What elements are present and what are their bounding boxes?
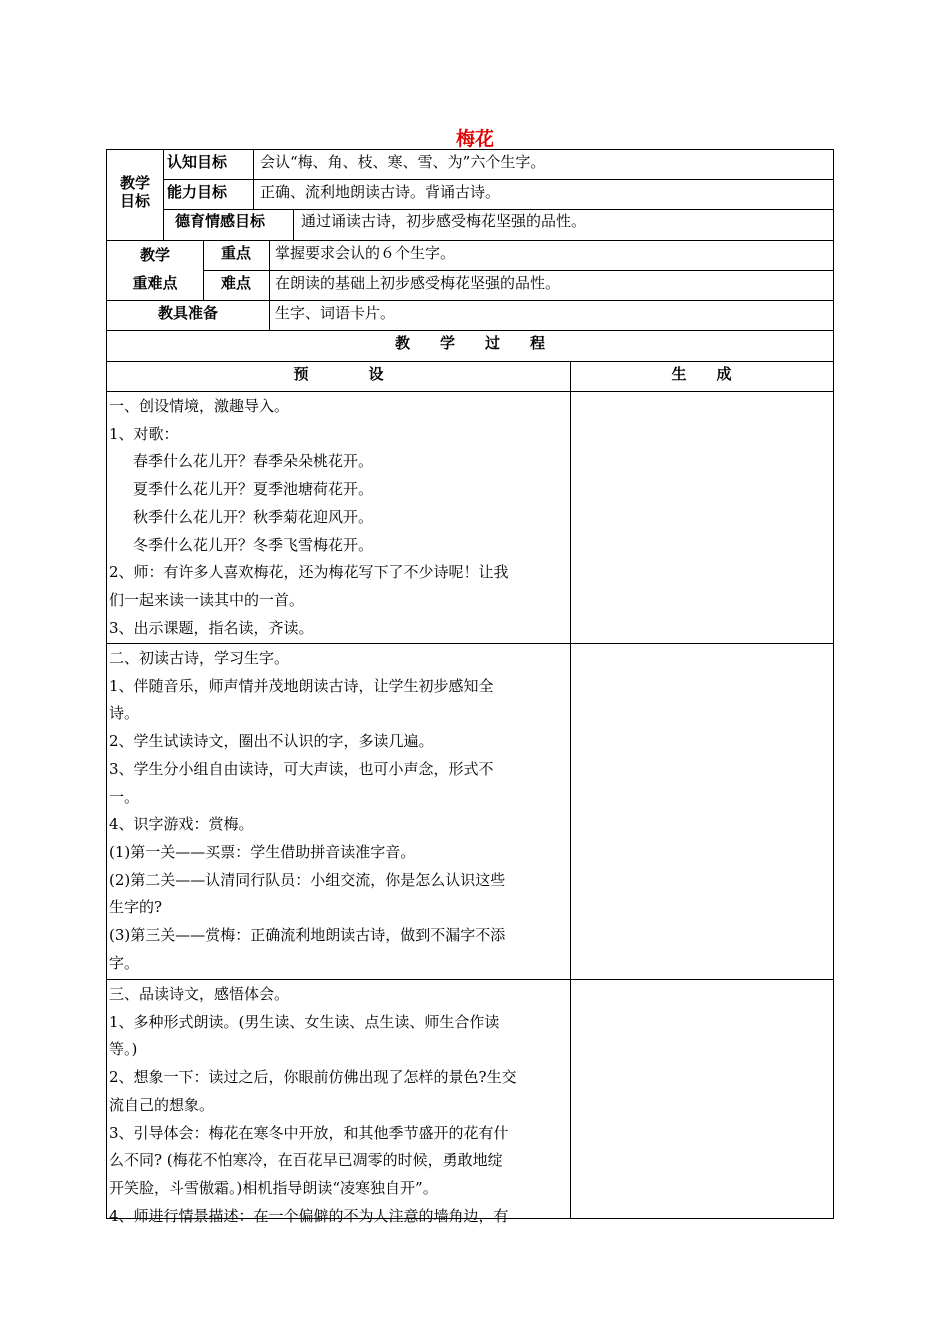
section-1-line-6: 冬季什么花儿开？冬季飞雪梅花开。 (133, 535, 374, 554)
column-header-preset: 预 设 (293, 365, 384, 383)
process-section-3 (106, 979, 834, 1225)
process-heading-row (106, 330, 834, 361)
objective-label-ability: 能力目标 (167, 183, 228, 201)
process-heading: 教 学 过 程 (394, 334, 545, 352)
objective-content-moral: 通过诵读古诗，初步感受梅花坚强的品性。 (301, 212, 587, 230)
section-3-line-6: 3、引导体会：梅花在寒冬中开放，和其他季节盛开的花有什 (109, 1123, 509, 1142)
process-section-1 (106, 391, 834, 643)
objectives-group-label (107, 174, 163, 210)
section-2-line-4: 2、学生试读诗文，圈出不认识的字，多读几遍。 (109, 732, 434, 751)
section-2-line-11: (3)第三关——赏梅：正确流利地朗读古诗，做到不漏字不添 (109, 926, 506, 945)
section-1-line-3: 春季什么花儿开？春季朵朵桃花开。 (133, 452, 374, 471)
section-1-line-7: 2、师：有许多人喜欢梅花，还为梅花写下了不少诗呢！让我 (109, 563, 509, 582)
section-2-line-2: 1、伴随音乐，师声情并茂地朗读古诗，让学生初步感知全 (109, 676, 494, 695)
column-header-generate: 生 成 (671, 365, 732, 383)
section-3-line-7: 么不同? (梅花不怕寒冷，在百花早已凋零的时候，勇敢地绽 (109, 1151, 503, 1170)
difficulty-label-key: 重点 (220, 244, 251, 262)
lesson-plan-table (106, 149, 834, 1225)
difficulty-content-hard: 在朗读的基础上初步感受梅花坚强的品性。 (275, 274, 561, 292)
section-3-line-3: 等。) (109, 1040, 138, 1059)
section-3-line-9: 4、师进行情景描述：在一个偏僻的不为人注意的墙角边，有 (109, 1206, 509, 1225)
difficulty-content-key: 掌握要求会认的６个生字。 (275, 244, 456, 262)
process-column-headers (106, 361, 834, 391)
objective-content-cognitive: 会认“梅、角、枝、寒、雪、为”六个生字。 (260, 153, 546, 171)
materials-content: 生字、词语卡片。 (275, 304, 396, 322)
difficulty-block (106, 240, 834, 300)
page-title: 梅花 (455, 128, 494, 150)
section-1-line-8: 们一起来读一读其中的一首。 (109, 590, 305, 609)
section-3-preset (107, 980, 570, 1230)
section-2-line-9: (2)第二关——认清同行队员：小组交流，你是怎么认识这些 (109, 870, 506, 889)
section-2-line-10: 生字的? (109, 898, 163, 917)
section-1-line-2: 1、对歌： (109, 424, 179, 443)
section-1-line-4: 夏季什么花儿开？夏季池塘荷花开。 (133, 480, 374, 499)
process-section-2 (106, 643, 834, 979)
section-1-line-9: 3、出示课题，指名读，齐读。 (109, 618, 314, 637)
objective-label-cognitive: 认知目标 (167, 153, 228, 171)
section-1-preset (107, 392, 570, 642)
objectives-block (106, 149, 834, 240)
section-3-line-5: 流自己的想象。 (109, 1095, 215, 1114)
difficulty-group-label (107, 241, 203, 297)
section-3-line-8: 开笑脸，斗雪傲霜。)相机指导朗读“凌寒独自开”。 (109, 1178, 438, 1197)
objectives-group-label-line1: 教学 (119, 174, 150, 192)
difficulty-label-hard: 难点 (220, 274, 251, 292)
section-2-line-12: 字。 (109, 953, 140, 972)
difficulty-group-label-line1: 教学 (139, 246, 170, 264)
section-3-line-4: 2、想象一下：读过之后，你眼前仿佛出现了怎样的景色?生交 (109, 1068, 517, 1087)
section-2-line-8: (1)第一关——买票：学生借助拼音读准字音。 (109, 842, 416, 861)
materials-label: 教具准备 (157, 304, 218, 322)
materials-row (106, 300, 834, 330)
section-2-preset (107, 644, 570, 977)
section-1-line-1: 一、创设情境，激趣导入。 (109, 397, 290, 415)
section-2-line-1: 二、初读古诗，学习生字。 (109, 649, 290, 667)
section-2-line-5: 3、学生分小组自由读诗，可大声读，也可小声念，形式不 (109, 759, 494, 778)
section-3-line-2: 1、多种形式朗读。(男生读、女生读、点生读、师生合作读 (109, 1012, 500, 1031)
objective-label-moral: 德育情感目标 (175, 212, 266, 230)
section-2-line-6: 一。 (109, 787, 140, 806)
objectives-group-label-line2: 目标 (119, 192, 150, 210)
section-1-line-5: 秋季什么花儿开？秋季菊花迎风开。 (133, 507, 374, 526)
section-2-line-3: 诗。 (109, 704, 140, 723)
section-2-line-7: 4、识字游戏：赏梅。 (109, 815, 254, 834)
section-3-line-1: 三、品读诗文，感悟体会。 (109, 985, 290, 1003)
difficulty-group-label-line2: 重难点 (132, 274, 178, 292)
objective-content-ability: 正确、流利地朗读古诗。背诵古诗。 (260, 183, 501, 201)
